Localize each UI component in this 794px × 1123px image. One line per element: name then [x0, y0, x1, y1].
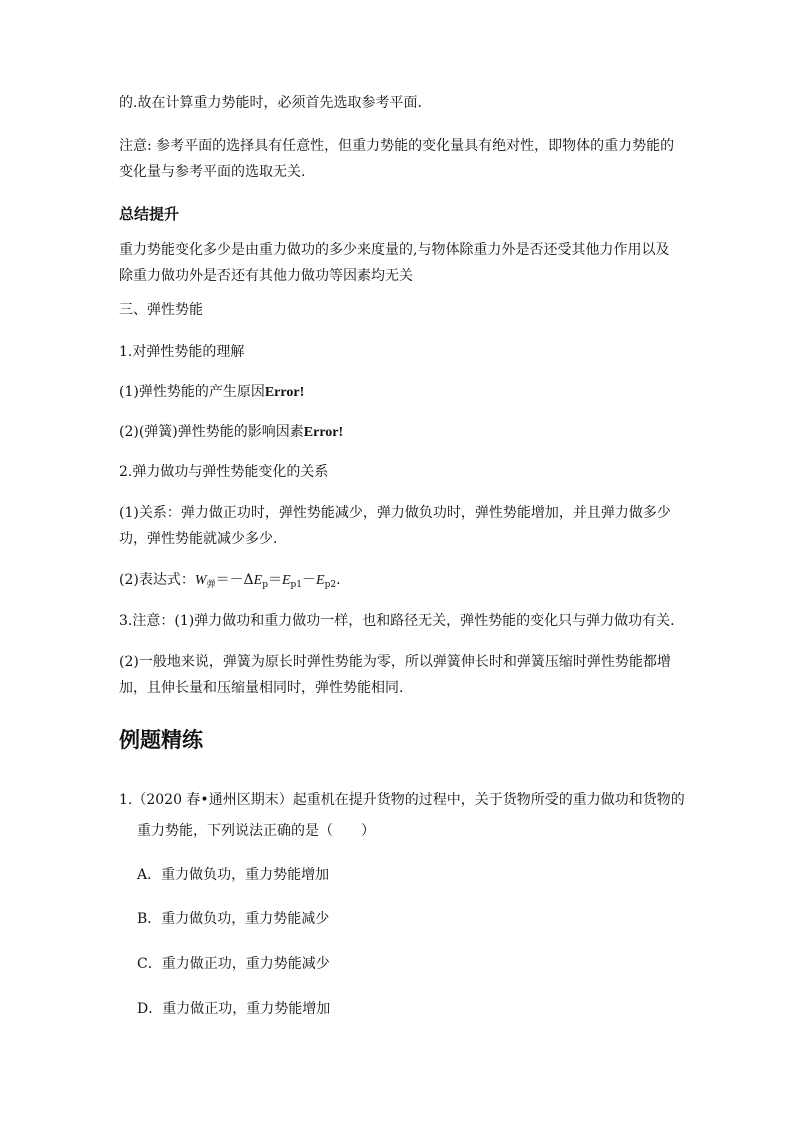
- option-b[interactable]: B．重力做负功，重力势能减少: [137, 911, 330, 927]
- formula-energy-symbol-1: E: [281, 573, 291, 588]
- examples-heading: 例题精练: [119, 727, 203, 752]
- elastic-item1-p2: [119, 423, 343, 442]
- error-marker: Error!: [303, 425, 344, 440]
- note-line-1: 注意: 参考平面的选择具有任意性，但重力势能的变化量具有绝对性，即物体的重力势能的: [119, 138, 675, 154]
- elastic-section-title: 三、弹性势能: [119, 302, 203, 318]
- option-d[interactable]: D．重力做正功，重力势能增加: [137, 1001, 331, 1017]
- formula-energy-symbol: E: [253, 573, 263, 588]
- formula-sub-p2: p2: [324, 580, 337, 590]
- formula-energy-symbol-2: E: [316, 573, 325, 588]
- formula-sub-p: p: [262, 580, 268, 590]
- formula-eq2: ＝: [267, 572, 282, 588]
- elastic-item3-line2: (2)一般地来说，弹簧为原长时弹性势能为零，所以弹簧伸长时和弹簧压缩时弹性势能都增: [119, 654, 671, 670]
- summary-line-1: 重力势能变化多少是由重力做功的多少来度量的,与物体除重力外是否还受其他力作用以及: [119, 242, 670, 258]
- gravity-reference-line: 的.故在计算重力势能时，必须首先选取参考平面.: [119, 95, 422, 111]
- elastic-item1-title: 1.对弹性势能的理解: [119, 344, 245, 360]
- formula-sub-p1: p1: [290, 580, 303, 590]
- elastic-item2-p1-line1: (1)关系：弹力做正功时，弹性势能减少，弹力做负功时，弹性势能增加，并且弹力做多少: [119, 505, 671, 521]
- elastic-item3-line3: 加，且伸长量和压缩量相同时，弹性势能相同.: [119, 680, 404, 696]
- formula-minus: －: [302, 572, 317, 588]
- note-line-2: 变化量与参考平面的选取无关.: [119, 164, 306, 180]
- elastic-formula-line: [119, 571, 341, 594]
- error-marker: Error!: [264, 385, 305, 400]
- elastic-item1-p2-text: (2)(弹簧)弹性势能的影响因素: [119, 424, 304, 440]
- formula-prefix: (2)表达式：: [119, 572, 195, 588]
- formula-work-symbol: W: [194, 573, 207, 588]
- formula-eq1: ＝－Δ: [215, 572, 254, 588]
- summary-heading: 总结提升: [119, 205, 180, 223]
- elastic-item1-p1-text: (1)弹性势能的产生原因: [119, 384, 265, 400]
- question-1-line2: 重力势能，下列说法正确的是（ ）: [137, 823, 375, 839]
- option-c[interactable]: C．重力做正功，重力势能减少: [137, 956, 330, 972]
- elastic-item2-p1-line2: 功，弹性势能就减少多少.: [119, 531, 278, 547]
- summary-line-2: 除重力做功外是否还有其他力做功等因素均无关: [119, 268, 413, 284]
- formula-sub-elastic: 弹: [206, 580, 216, 590]
- elastic-item1-p1: [119, 383, 304, 402]
- option-a[interactable]: A．重力做负功，重力势能增加: [137, 867, 330, 883]
- question-1-line1: 1.（2020 春•通州区期末）起重机在提升货物的过程中，关于货物所受的重力做功和货物的: [119, 792, 685, 808]
- elastic-item3-line1: 3.注意：(1)弹力做功和重力做功一样，也和路径无关，弹性势能的变化只与弹力做功有关.: [119, 613, 675, 629]
- elastic-item2-title: 2.弹力做功与弹性势能变化的关系: [119, 464, 329, 480]
- formula-end: .: [336, 572, 341, 588]
